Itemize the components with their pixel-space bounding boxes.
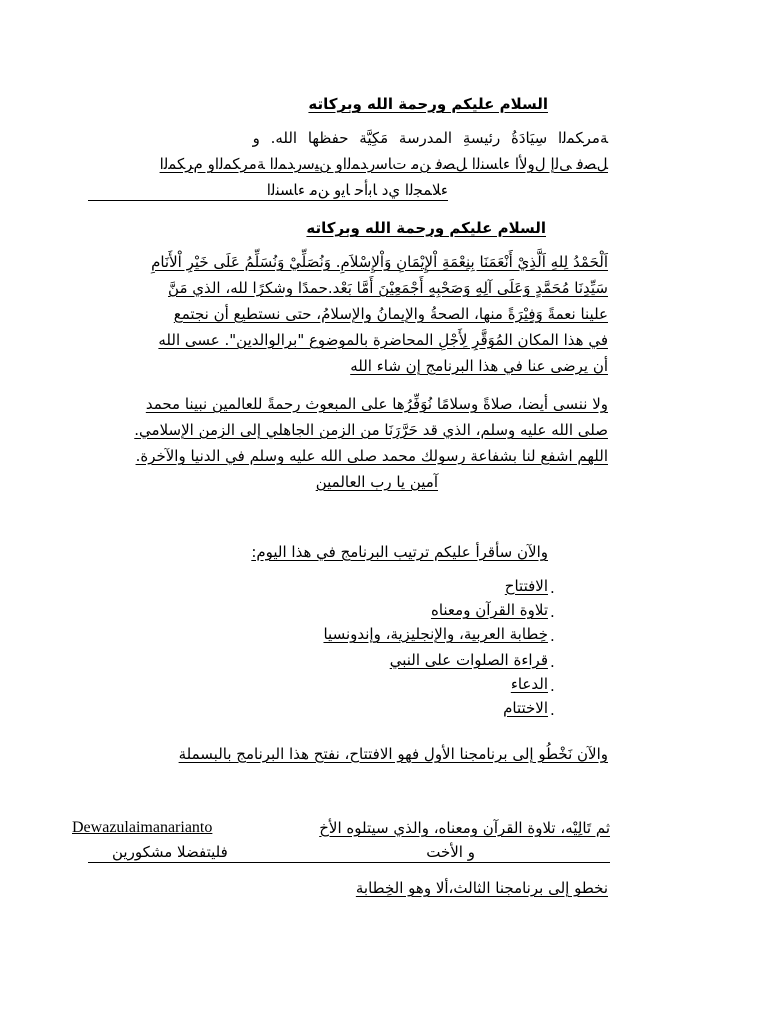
second-item-line-1: [72, 818, 610, 838]
program-item-closing: الاختتام: [503, 699, 548, 717]
bullet-marker: .: [550, 603, 555, 621]
opening-line-2: ﻞﺼﻓ ﻰﻟﺇ ﻝﻭﻷﺍ ﺀﺎﺴﻨﻟﺍ ﻞﺼﻓ ﻦﻣ ﺕﺎﺳﺭﺪﻤﻟﺍﻭ ﻦﻴﺳﺭﺪﻤﻟﺍ ﺔﻣﺮﻜﻤﻟﺍﻭ ﻡﺮﻜﻤﻟﺍ: [159, 155, 608, 173]
opening-line-3: ﺀﻼﻤﺠﻟﺍ ﻱﺩ ﺎﺑﺃﺣ ﺎﻳﻭ ﻦﻣ ﺀﺎﺴﻨﻟﺍ: [266, 181, 448, 199]
hamd-line-5: أن يرضى عنا في هذا البرنامج إن شاء الله: [350, 357, 608, 375]
bullet-marker: .: [550, 627, 555, 645]
second-item-sister: و الأخت: [426, 843, 475, 861]
greeting-heading-2: السلام عليكم ورحمة الله وبركاته: [306, 219, 546, 237]
salawat-line-3: اللهم اشفع لنا بشفاعة رسولك محمد صلى الله عليه وسلم في الدنيا والآخرة.: [135, 447, 608, 465]
greeting-heading-1: السلام عليكم ورحمة الله وبركاته: [308, 95, 548, 113]
program-item-quran: تلاوة القرآن ومعناه: [430, 601, 548, 619]
opening-line-3-rule: [88, 200, 448, 201]
program-intro: والآن سأقرأ عليكم ترتيب البرنامج في هذا اليوم:: [251, 543, 548, 561]
bullet-marker: .: [550, 653, 555, 671]
second-item-arabic: ثم تَالِيْه، تلاوة القرآن ومعناه، والذي سيتلوه الأخ: [319, 819, 610, 837]
bullet-marker: .: [550, 677, 555, 695]
salawat-line-1: ولا ننسى أيضا، صلاةً وسلامًا نُوَفِّرُها على المبعوث رحمةً للعالمين نبينا محمد: [145, 395, 608, 413]
program-item-salawat: قراءة الصلوات على النبي: [389, 651, 548, 669]
second-item-line-2: [88, 842, 610, 863]
salawat-line-2: صلى الله عليه وسلم، الذي قد حَرَّرَنَا من الزمن الجاهلي إلى الزمن الإسلامي.: [134, 421, 608, 439]
hamd-line-4: في هذا المكان المُوَقَّرِ لِأَجْلِ المحاضرة بالموضوع "برالوالدين". عسى الله: [158, 331, 608, 349]
second-item-invite: فليتفضلا مشكورين: [112, 843, 228, 861]
program-item-dua: الدعاء: [510, 675, 548, 693]
program-item-speeches: خِطابة العربية، والإنجليزية، وإندونسيا: [323, 625, 548, 643]
opening-line-1: ﺔﻣﺮﻜﻤﻟﺍ سِيَادَةُ رئيسةِ المدرسة مَكِيَّة حفظها الله. و: [252, 129, 608, 147]
hamd-line-3: علينا نعمةً وَفِيْرَةً منها، الصحةُ والإيمانُ والإسلامُ، حتى نستطيع أن نجتمع: [173, 305, 608, 323]
speaker-name: Dewazulaimanarianto: [72, 819, 213, 836]
third-item-announcement: نخطو إلى برنامجنا الثالث،ألا وهو الخِطابة: [355, 879, 608, 897]
bullet-marker: .: [550, 579, 555, 597]
program-item-opening: الافتتاح: [504, 577, 548, 595]
hamd-line-1: اَلْحَمْدُ لِلهِ اَلَّذِيْ أَنْعَمَنَا بِنِعْمَةِ اْلإِيْمَانِ وَاْلإِسْلاَمِ. وَنُصَلِّيْ وَنُسَلِّمُ عَلَى خَيْرِ اْلأَنَامِ: [151, 253, 608, 271]
bullet-marker: .: [550, 701, 555, 719]
salawat-line-4: آمين يا رب العالمين: [315, 473, 438, 491]
first-item-announcement: والآن نَخْطُو إلى برنامجنا الأول فهو الافتتاح، نفتح هذا البرنامج بالبسملة: [178, 745, 608, 763]
hamd-line-2: سَيِّدِنَا مُحَمَّدٍ وَعَلَى آلِهِ وَصَحْبِهِ أَجْمَعِيْنَ أَمَّا بَعْد.حمدًا وشكرًا لله، الذي مَنَّ: [168, 279, 608, 297]
